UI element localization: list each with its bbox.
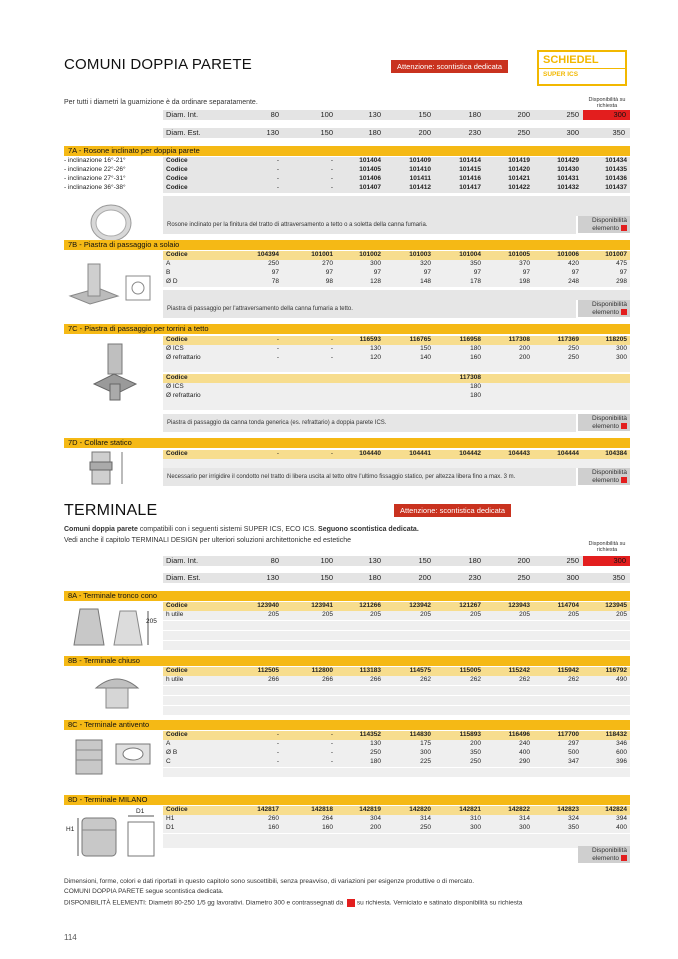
- diam-int-row: Diam. Int. 80 100 130 150 180 200 250 300: [163, 110, 630, 120]
- section-7d-desc: Necessario per irrigidire il condotto nel tratto di libera uscita al tetto oltre l'ultimo fissaggio statico, per altezza libera fino a max. 3 m.: [163, 468, 576, 486]
- table-row: H1 260 264 304 314 310 314 324 394: [163, 815, 630, 824]
- table-row: Codice - - 104440 104441 104442 104443 104444 104384: [163, 450, 630, 459]
- section-8c-table: [163, 731, 630, 783]
- collare-image: [86, 448, 136, 488]
- terminal-note-1: Comuni doppia parete compatibili con i seguenti sistemi SUPER ICS, ECO ICS. Seguono scontistica dedicata.: [64, 526, 419, 533]
- table-row: Ø ICS 180: [163, 383, 630, 392]
- table-row: Ø B - - 250 300 350 400 500 600: [163, 749, 630, 758]
- terminale-tronco-cono-image: [70, 603, 160, 649]
- availability-note: Disponibilità elemento: [578, 414, 630, 431]
- piastra-solaio-image: [68, 256, 160, 306]
- section-8d-table: [163, 806, 630, 864]
- piastra-torrini-image: [90, 340, 140, 404]
- section-7b-desc: Piastra di passaggio per l'attraversamento della canna fumaria a tetto.: [163, 300, 576, 318]
- gasket-note: Per tutti i diametri la guarnizione è da ordinare separatamente.: [64, 99, 258, 106]
- table-row: Codice - - 116593 116765 116958 117308 117369 118205: [163, 336, 630, 345]
- availability-note: Disponibilità elemento: [578, 468, 630, 485]
- terminal-note-2: Vedi anche il capitolo TERMINALI DESIGN per ulteriori soluzioni architettoniche ed estetiche: [64, 537, 352, 544]
- table-row: Ø refrattario - - 120 140 160 200 250 300: [163, 354, 630, 363]
- terminale-chiuso-image: [92, 668, 142, 712]
- dimension-label-d1: D1: [136, 808, 145, 815]
- red-square-icon: [621, 423, 627, 429]
- section-7a-desc: Rosone inclinato per la finitura del tratto di attraversamento a tetto o a soletta della canna fumaria.: [163, 216, 576, 234]
- section-7a-title: 7A - Rosone inclinato per doppia parete: [64, 146, 630, 156]
- table-row: h utile 266 266 266 262 262 262 262 490: [163, 676, 630, 685]
- footer-discount: COMUNI DOPPIA PARETE segue scontistica dedicata.: [64, 888, 224, 895]
- table-row: Codice - - 114352 114830 115893 116496 117700 118432: [163, 731, 630, 740]
- diam-est-row: Diam. Est. 130 150 180 200 230 250 300 350: [163, 573, 630, 583]
- availability-note: Disponibilità elemento: [578, 846, 630, 863]
- availability-header: Disponibilità su richiesta: [588, 541, 626, 553]
- red-square-icon: [347, 899, 355, 907]
- section-8b-table: [163, 667, 630, 713]
- table-row: Codice 142817 142818 142819 142820 142821 142822 142823 142824: [163, 806, 630, 815]
- table-row: A 250 270 300 320 350 370 420 475: [163, 260, 630, 269]
- footer-availability: DISPONIBILITÀ ELEMENTI: Diametri 80-250 1/5 gg lavorativi. Diametro 300 e contrassegnati da su richiesta. Verniciato e satinato disponibilità su richiesta: [64, 899, 523, 907]
- table-row: Codice 117308: [163, 374, 630, 383]
- page-number: 114: [64, 933, 77, 942]
- section-7d-title: 7D - Collare statico: [64, 438, 630, 448]
- logo-brand: SCHIEDEL: [539, 52, 625, 69]
- red-square-icon: [621, 477, 627, 483]
- table-row: Codice 104394 101001 101002 101003 101004 101005 101006 101007: [163, 251, 630, 260]
- table-row: Codice - - 101404 101409 101414 101419 101429 101434: [163, 157, 630, 166]
- logo-sub: SUPER ICS: [543, 71, 579, 78]
- discount-badge: Attenzione: scontistica dedicata: [391, 60, 508, 73]
- section-8a-title: 8A - Terminale tronco cono: [64, 591, 630, 601]
- table-row: h utile 205 205 205 205 205 205 205 205: [163, 611, 630, 620]
- section-title: TERMINALE: [64, 502, 158, 519]
- table-row: Codice - - 101407 101412 101417 101422 101432 101437: [163, 184, 630, 193]
- section-8a-table: [163, 602, 630, 650]
- diam-int-row: Diam. Int. 80 100 130 150 180 200 250 300: [163, 556, 630, 566]
- section-8c-title: 8C - Terminale antivento: [64, 720, 630, 730]
- schiedel-logo: [537, 50, 627, 86]
- terminale-antivento-image: [72, 734, 162, 780]
- availability-note: Disponibilità elemento: [578, 300, 630, 317]
- table-row: Codice 112505 112800 113183 114575 115005 115242 115942 116792: [163, 667, 630, 676]
- red-square-icon: [621, 309, 627, 315]
- section-7c-desc: Piastra di passaggio da canna tonda generica (es. refrattario) a doppia parete ICS.: [163, 414, 576, 432]
- dimension-label-h1: H1: [66, 826, 75, 833]
- table-row: Codice 123940 123941 121266 123942 121267 123943 114704 123945: [163, 602, 630, 611]
- terminale-milano-image: [74, 808, 160, 864]
- section-title: COMUNI DOPPIA PARETE: [64, 56, 252, 73]
- section-7c-title: 7C - Piastra di passaggio per torrini a tetto: [64, 324, 630, 334]
- table-row: Ø refrattario 180: [163, 392, 630, 401]
- incl-label: - inclinazione 27°-31°: [64, 175, 126, 182]
- section-8b-title: 8B - Terminale chiuso: [64, 656, 630, 666]
- red-square-icon: [621, 855, 627, 861]
- incl-label: - inclinazione 36°-38°: [64, 184, 126, 191]
- table-row: A - - 130 175 200 240 297 346: [163, 740, 630, 749]
- section-7b-title: 7B - Piastra di passaggio a solaio: [64, 240, 630, 250]
- availability-note: Disponibilità elemento: [578, 216, 630, 233]
- incl-label: - inclinazione 16°-21°: [64, 157, 126, 164]
- diam-est-row: Diam. Est. 130 150 180 200 230 250 300 350: [163, 128, 630, 138]
- dimension-label: 205: [146, 618, 157, 625]
- table-row: Ø D 78 98 128 148 178 198 248 298: [163, 278, 630, 287]
- table-row: Ø ICS - - 130 150 180 200 250 300: [163, 345, 630, 354]
- section-8d-title: 8D - Terminale MILANO: [64, 795, 630, 805]
- footer-disclaimer: Dimensioni, forme, colori e dati riportati in questo capitolo sono suscettibili, senza preavviso, di variazioni per esigenze produttive o di mercato.: [64, 878, 475, 885]
- table-row: Codice - - 101405 101410 101415 101420 101430 101435: [163, 166, 630, 175]
- incl-label: - inclinazione 22°-26°: [64, 166, 126, 173]
- table-row: B 97 97 97 97 97 97 97 97: [163, 269, 630, 278]
- availability-header: Disponibilità su richiesta: [588, 97, 626, 109]
- table-row: C - - 180 225 250 290 347 396: [163, 758, 630, 767]
- table-row: Codice - - 101406 101411 101416 101421 101431 101436: [163, 175, 630, 184]
- discount-badge: Attenzione: scontistica dedicata: [394, 504, 511, 517]
- red-square-icon: [621, 225, 627, 231]
- table-row: D1 160 160 200 250 300 300 350 400: [163, 824, 630, 833]
